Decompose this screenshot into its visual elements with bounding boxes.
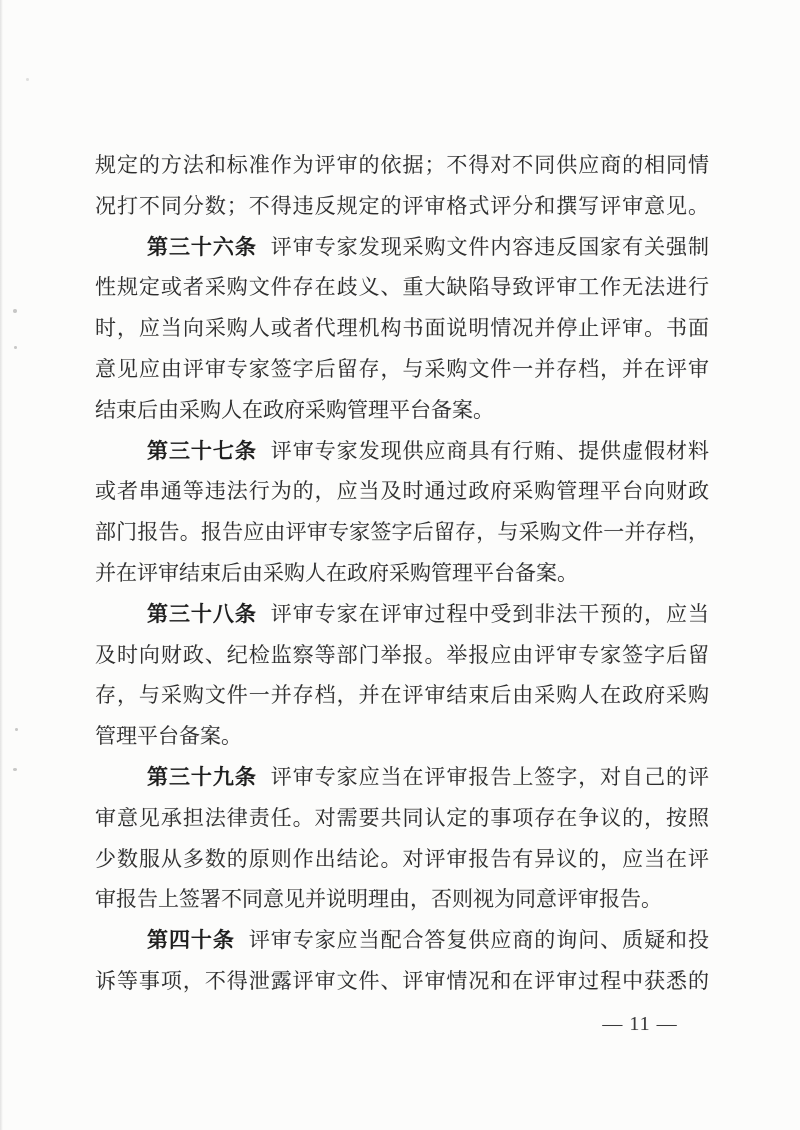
article-number: 第四十条 [147,928,235,953]
scan-speck [13,309,17,313]
document-line: 性规定或者采购文件存在歧义、重大缺陷导致评审工作无法进行 [95,275,709,300]
article-paragraph-start: 第三十六条 评审专家发现采购文件内容违反国家有关强制 [147,234,709,259]
document-line: 审意见承担法律责任。对需要共同认定的事项存在争议的，按照 [95,805,709,830]
scan-speck [13,768,17,771]
article-number: 第三十六条 [147,234,257,259]
article-paragraph-start: 第三十九条 评审专家应当在评审报告上签字，对自己的评 [147,764,709,789]
document-line: 部门报告。报告应由评审专家签字后留存，与采购文件一并存档， [95,520,709,545]
document-line: 或者串通等违法行为的，应当及时通过政府采购管理平台向财政 [95,479,709,504]
document-line: 并在评审结束后由采购人在政府采购管理平台备案。 [95,560,578,585]
document-line: 管理平台备案。 [95,724,242,749]
document-line: 况打不同分数；不得违反规定的评审格式评分和撰写评审意见。 [95,193,709,218]
document-line: 时，应当向采购人或者代理机构书面说明情况并停止评审。书面 [95,316,709,341]
document-line: 及时向财政、纪检监察等部门举报。举报应由评审专家签字后留 [95,642,709,667]
document-line: 诉等事项，不得泄露评审文件、评审情况和在评审过程中获悉的 [95,968,709,993]
scan-edge-shadow [0,0,3,1130]
page-number: — 11 — [602,1013,678,1035]
document-line: 审报告上签署不同意见并说明理由，否则视为同意评审报告。 [95,887,662,912]
document-line: 存，与采购文件一并存档，并在评审结束后由采购人在政府采购 [95,683,709,708]
document-body [95,145,709,1002]
document-line: 少数服从多数的原则作出结论。对评审报告有异议的，应当在评 [95,846,709,871]
article-paragraph-start: 第四十条 评审专家应当配合答复供应商的询问、质疑和投 [147,928,709,953]
scan-speck [15,728,18,731]
scan-speck [26,78,29,81]
document-line: 意见应由评审专家签字后留存，与采购文件一并存档，并在评审 [95,356,709,381]
article-paragraph-start: 第三十八条 评审专家在评审过程中受到非法干预的，应当 [147,601,709,626]
document-line: 结束后由采购人在政府采购管理平台备案。 [95,397,494,422]
article-number: 第三十八条 [147,601,257,626]
article-paragraph-start: 第三十七条 评审专家发现供应商具有行贿、提供虚假材料 [147,438,709,463]
document-line: 规定的方法和标准作为评审的依据；不得对不同供应商的相同情 [95,153,709,177]
article-number: 第三十九条 [147,764,257,789]
scan-speck [14,346,17,349]
article-number: 第三十七条 [147,438,257,463]
